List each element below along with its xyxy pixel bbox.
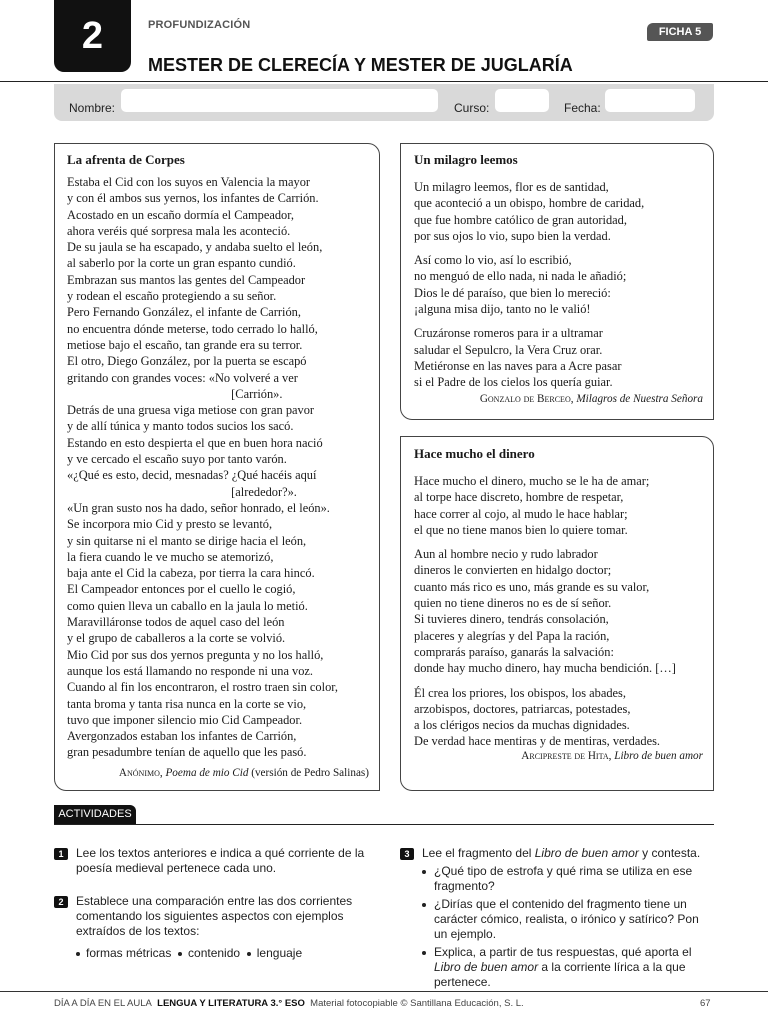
activity-1-text: Lee los textos anteriores e indica a qué corriente de la poesía medieval pertenece cada uno. bbox=[76, 846, 365, 875]
activity-2-text: Establece una comparación entre las dos corrientes comentando los siguientes aspectos con ejemplos extraídos de los textos: bbox=[76, 894, 353, 938]
author-name: Anónimo bbox=[118, 767, 160, 779]
curso-label: Curso: bbox=[454, 101, 490, 115]
bullet-icon bbox=[422, 951, 426, 955]
work-title: Libro de buen amor bbox=[534, 846, 639, 860]
attribution: Gonzalo de Berceo, Milagros de Nuestra Señora bbox=[479, 393, 703, 405]
footer-subject: LENGUA Y LITERATURA 3.° ESO bbox=[157, 998, 305, 1009]
activity-3-prefix: Lee el fragmento del bbox=[422, 846, 535, 860]
unit-number: 2 bbox=[81, 14, 104, 57]
attribution: Anónimo, Poema de mio Cid (versión de Pedro Salinas) bbox=[118, 767, 369, 779]
bullet-icon bbox=[178, 952, 182, 956]
bullet-icon bbox=[422, 903, 426, 907]
nombre-field[interactable] bbox=[121, 89, 438, 112]
attribution: Arcipreste de Hita, Libro de buen amor bbox=[521, 750, 703, 762]
stanza: Él crea los priores, los obispos, los abades, arzobispos, doctores, patriarcas, potestades, a los clérigos necios da muchas dignidades. De verdad hace mentiras y de mentiras, verdades. bbox=[414, 685, 660, 749]
activity-3-suffix: y contesta. bbox=[638, 846, 701, 860]
author-name: Gonzalo de Berceo bbox=[479, 393, 571, 405]
page-number: 67 bbox=[700, 998, 711, 1009]
unit-number-tab bbox=[54, 0, 131, 72]
author-name: Arcipreste de Hita bbox=[521, 750, 609, 762]
stanza: Así como lo vio, así lo escribió, no menguó de ello nada, ni nada le añadió; Dios le dé paraíso, que bien lo mereció: ¡alguna misa dijo, tanto no le valió! bbox=[414, 253, 627, 317]
page-title: MESTER DE CLERECÍA Y MESTER DE JUGLARÍA bbox=[148, 55, 573, 75]
work-title: Libro de buen amor bbox=[614, 750, 703, 762]
question-text: a la corriente lírica a la que pertenece. bbox=[434, 960, 686, 989]
list-item: contenido bbox=[188, 946, 241, 960]
question-text: Explica, a partir de tus respuestas, qué aporta el bbox=[434, 945, 692, 959]
bullet-icon bbox=[76, 952, 80, 956]
stanza: Aun al hombre necio y rudo labrador dineros le convierten en hidalgo doctor; cuanto más rico es uno, más grande es su valor, quien no tiene dineros no es de sí señor. Si tuvieres dinero, tendrás consolación, placeres y alegrías y del Papa la ración, comprarás paraíso, ganarás la salvación: donde hay mucho dinero, hay mucha bendición. […] bbox=[414, 547, 676, 676]
bullet-icon bbox=[247, 952, 251, 956]
list-item bbox=[422, 897, 714, 942]
work-title: Milagros de Nuestra Señora bbox=[576, 393, 703, 405]
curso-field[interactable] bbox=[495, 89, 549, 112]
activity-number: 3 bbox=[400, 848, 414, 860]
activity-number: 2 bbox=[54, 896, 68, 908]
bullet-icon bbox=[422, 870, 426, 874]
list-item: lenguaje bbox=[256, 946, 303, 960]
activity-3-text bbox=[422, 846, 714, 861]
ficha-badge: FICHA 5 bbox=[647, 23, 713, 41]
poem-body: Estaba el Cid con los suyos en Valencia la mayor y con él ambos sus yernos, los infantes de Carrión. Acostado en un escaño dormía el Campeador, ahora veréis qué sorpresa mala les aconteció. De su jaula se ha escapado, y andaba suelto el león, al saberlo por la corte un gran espanto cundió. Embrazan sus mantos las gentes del Campeador y rodean el escaño protegiendo a su señor. Pero Fernando González, el infante de Carrión, no encuentra dónde meterse, todo cerrado lo halló, metiose bajo el escaño, tan grande era su terror. El otro, Diego González, por la puerta se escapó gritando con grandes voces: «No volveré a ver [Carrión». Detrás de una gruesa viga metiose con gran pavor y de allí túnica y manto todos sucios los sacó. Estando en esto despierta el que en buen hora nació y ve cercado el escaño suyo por tanto varón. «¿Qué es esto, decid, mesnadas? ¿Qué hacéis aquí [alrededor?». «Un gran susto nos ha dado, señor honrado, el león». Se incorpora mio Cid y presto se levantó, y sin quitarse ni el manto se dirige hacia el león, la fiera cuando le ve mucho se atemorizó, baja ante el Cid la cabeza, por tierra la cara hincó. El Campeador entonces por el cuello le cogió, como quien lleva un caballo en la jaula lo metió. Maravilláronse todos de aquel caso del león y el grupo de caballeros a la corte se volvió. Mio Cid por sus dos yernos pregunta y no los halló, aunque los está llamando no responde ni una voz. Cuando al fin los encontraron, el rostro traen sin color, tanta broma y tanta risa nunca en la corte se vio, tuvo que imponer silencio mio Cid Campeador. Avergonzados estaban los infantes de Carrión, gran pesadumbre tenían de aquello que les pasó. bbox=[67, 175, 338, 760]
footer-text bbox=[54, 998, 524, 1009]
title-divider bbox=[0, 81, 768, 82]
nombre-label: Nombre: bbox=[69, 101, 116, 115]
text-panel-milagro bbox=[400, 143, 714, 420]
work-title: Poema de mio Cid bbox=[165, 767, 249, 779]
section-label: PROFUNDIZACIÓN bbox=[148, 19, 251, 31]
version-note: (versión de Pedro Salinas) bbox=[251, 767, 369, 779]
activity-2-bullets bbox=[76, 946, 376, 961]
activity-3-questions bbox=[422, 864, 714, 990]
text-title: La afrenta de Corpes bbox=[67, 152, 185, 167]
work-title: Libro de buen amor bbox=[434, 960, 539, 974]
footer-copyright: Material fotocopiable © Santillana Educación, S. L. bbox=[310, 998, 524, 1009]
question-text: ¿Dirías que el contenido del fragmento tiene un carácter cómico, realista, o irónico y satírico? Pon un ejemplo. bbox=[434, 897, 699, 941]
text-panel-dinero bbox=[400, 436, 714, 791]
activities-divider bbox=[54, 824, 714, 825]
question-text: ¿Qué tipo de estrofa y qué rima se utiliza en ese fragmento? bbox=[434, 864, 693, 893]
text-panel-afrenta bbox=[54, 143, 380, 791]
poem-body bbox=[414, 179, 644, 399]
stanza: Cruzáronse romeros para ir a ultramar saludar el Sepulcro, la Vera Cruz orar. Metiéronse en las naves para a Acre pasar si el Padre de los cielos los quería guiar. bbox=[414, 326, 622, 390]
stanza: Hace mucho el dinero, mucho se le ha de amar; al torpe hace discreto, hombre de respetar, hace correr al cojo, al mudo le hace hablar; el que no tiene manos bien lo quiere tomar. bbox=[414, 474, 650, 537]
fecha-field[interactable] bbox=[605, 89, 695, 112]
footer-series: DÍA A DÍA EN EL AULA bbox=[54, 998, 152, 1009]
stanza: Un milagro leemos, flor es de santidad, que aconteció a un obispo, hombre de caridad, que fue hombre católico de gran autoridad, por sus ojos lo vio, supo bien la verdad. bbox=[414, 180, 645, 243]
list-item bbox=[422, 945, 714, 990]
activities-heading: ACTIVIDADES bbox=[54, 805, 136, 824]
footer-divider bbox=[0, 991, 768, 992]
list-item bbox=[422, 864, 714, 894]
poem-body bbox=[414, 473, 676, 758]
text-title: Hace mucho el dinero bbox=[414, 446, 535, 461]
activity-number: 1 bbox=[54, 848, 68, 860]
list-item: formas métricas bbox=[86, 946, 172, 960]
fecha-label: Fecha: bbox=[564, 101, 601, 115]
text-title: Un milagro leemos bbox=[414, 152, 518, 167]
